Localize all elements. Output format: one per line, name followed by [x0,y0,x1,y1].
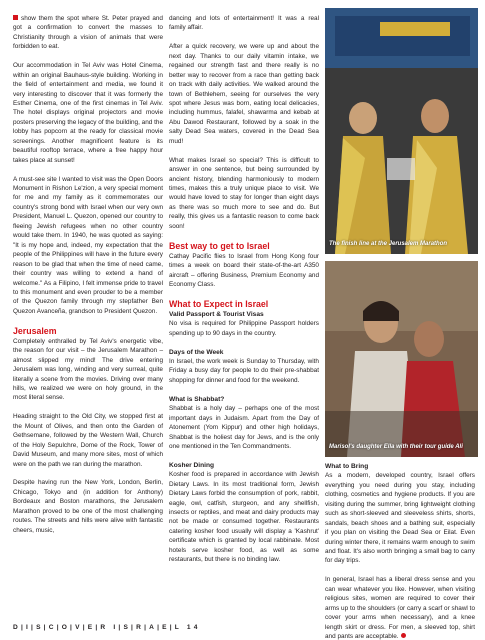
tour-guide-photo-caption: Marisol's daughter Ella with their tour guide Ali [329,444,463,450]
paragraph-family-affair: dancing and lots of entertainment! It was a real family affair. [169,15,319,32]
section-bullet-icon [13,15,18,20]
paragraph-cathay: Cathay Pacific flies to Israel from Hong Kong four times a week on board their state-of-the-art A350 aircraft – offering Business, Premium Economy and Economy Class. [169,252,319,289]
heading-best-way: Best way to get to Israel [169,240,270,251]
paragraph-old-city: Heading straight to the Old City, we stopped first at the Mount of Olives, and then onto the Garden of Gethsemane, followed by the Western Wall, Church of the Holy Sepulchre, Dome of the Rock, Tower of David Museum, and many more sites, most of which were on the path we ran during the marathon. [13,413,163,468]
column-1 [13,14,163,545]
column-3 [325,462,475,640]
paragraph-kosher: Kosher food is prepared in accordance with Jewish Dietary Laws. In its most traditional form, Jewish Dietary Laws forbid the consumption of pork, rabbit, eagle, owl, catfish, sturgeon, and any shellfish, insects or reptiles, and meat and dairy products may not be made or consumed together. Restaurants catering kosher food usually will display a 'Kashrut' certificate which is granted by local rabbinate. Most hotels serve kosher food, as well as some restaurants, but there is no binding law. [169,471,319,564]
page-footer: D|I|S|C|O|V|E|R I|S|R|A|E|L 14 [13,624,201,631]
paragraph-marathons: Despite having run the New York, London, Berlin, Chicago, Tokyo and (in addition for Anthony) Bordeaux and Boston marathons, the Jerusalem Marathon proved to be one of the most challenging routes. The streets and hills were alive with fantastic cheers, music, [13,479,163,534]
subheading-what-to-bring: What to Bring [325,463,369,470]
tour-guide-photo [325,261,478,457]
paragraph-special: What makes Israel so special? This is difficult to answer in one sentence, but being surrounded by ancient history, blending harmoniously to modern times, makes this a truly unique place to visit. We would have loved to stay for longer than eight days as there was so much more to see and do. But really, this gives us a fantastic reason to come back soon! [169,156,319,230]
paragraph-st-peter: show them the spot where St. Peter prayed and got a confirmation to convert the masses to Christianity through a vision of animals that were forbidden to eat. [13,15,163,51]
tour-guide-scene-illustration [325,261,478,457]
heading-what-to-expect: What to Expect in Israel [169,298,269,309]
heading-jerusalem: Jerusalem [13,325,57,336]
subheading-visa: Valid Passport & Tourist Visas [169,310,264,318]
subheading-days: Days of the Week [169,348,224,356]
paragraph-what-to-bring: As a modern, developed country, Israel offers everything you need during you stay, including clothing, cosmetics and hygiene products. If you are visiting during the summer, bring lightweight clothing such as short-sleeved and sleeveless shirts, shorts, sandals, beach shoes and a bathing suit, especially if you plan on visiting the Dead Sea or Eilat. Even during winter there, it remains warm enough to swim and float. It's also worth bringing a small bag to carry for day trips. [325,472,475,565]
marathon-scene-illustration [325,8,478,254]
marathon-photo-caption: The finish line at the Jerusalem Marathon [329,241,448,247]
paragraph-open-doors: A must-see site I wanted to visit was the Open Doors Monument in Rishon Le'zion, a very special moment for me and my family as it commemorates our country's strong bond with Israel when our very own President, Manuel L. Quezon, opened our country to fleeing Jewish refugees when no other country would take them. In 1940, he was quoted as saying: "It is my hope and, indeed, my expectation that the people of the Philippines will have in the future every reason to be glad that when the time of need came, their country was willing to extend a hand of welcome." As a Filipino, I felt immense pride to travel to this monument and even prouder to be a member of the Quezon family through my stepfather Ben Quezon Avanceña, grandson to President Quezon. [13,175,163,315]
paragraph-hotel-cinema: Our accommodation in Tel Aviv was Hotel Cinema, within an original Bauhaus-style building. Working in the field of entertainment and media, we found it very interesting to discover that it was formerly the Esther Cinema, one of the first cinemas in Tel Aviv. The hotel displays original projectors and movie posters preserving the legacy of the building, and the lobby has popcorn at the ready for classical movie screenings. Another magnificent feature is its beautiful rooftop terrace, where a free happy hour takes place at sunset! [13,62,163,164]
subheading-kosher: Kosher Dining [169,461,215,469]
paragraph-jerusalem-marathon: Completely enthralled by Tel Aviv's energetic vibe, the reason for our visit – the Jerusalem Marathon – almost slipped my mind! The drive entering Jerusalem was long, winding and very surreal, quite literally a scene from the movies. Driving over many hills, we realized we were on holy ground, in the most literal sense. [13,337,163,402]
subheading-shabbat: What is Shabbat? [169,395,225,403]
paragraph-days: In Israel, the work week is Sunday to Thursday, with Friday a busy day for people to do their pre-shabbat shopping for dinner and food for the weekend. [169,358,319,384]
paragraph-visa: No visa is required for Philippine Passport holders spending up to 90 days in the country. [169,320,319,337]
marathon-finish-photo [325,8,478,254]
paragraph-recovery: After a quick recovery, we were up and about the next day. Thanks to our daily vitamin intake, we regained our strength fast and there really is no better way to recover from a race than getting back on track with daily activities. We walked around the town of Bethlehem, seeing for ourselves the very spot where Jesus was born, eating local delicacies, including hummus, falafel, shawarma and kebab at Abu Dawod Restaurant, followed by a soak in the salty Dead Sea waters, covered in the Dead Sea mud! [169,43,319,145]
article-end-mark-icon [401,633,406,638]
column-2 [169,14,319,565]
paragraph-shabbat: Shabbat is a holy day – perhaps one of the most important days in Judaism. Apart from the Day of Atonement (Yom Kippur) and other high holidays, Shabbat is the holiest day for Jews, and is the only one mentioned in the Ten Commandments. [169,405,319,450]
paragraph-dress-code: In general, Israel has a liberal dress sense and you can wear whatever you like. However, when visiting religious sites, women are required to cover their arms up to the shoulders (or carry a scarf or shawl to cover your arms when necessary), and a knee length skirt or dress. For men, a sleeved top, shirt and pants are acceptable. [325,576,475,640]
